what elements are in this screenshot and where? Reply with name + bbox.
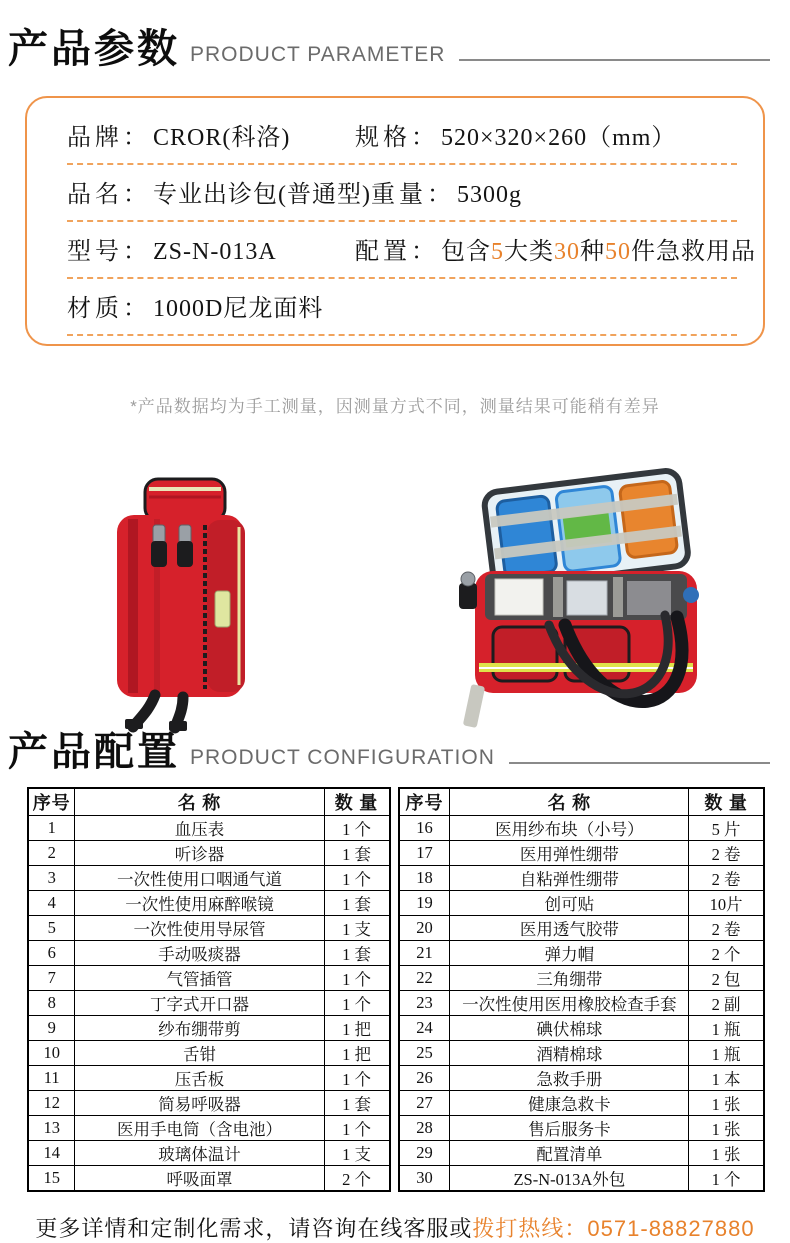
table-row [399,891,764,916]
config-text: 件急救用品 [631,239,756,265]
config-table-right-body [399,816,764,1192]
item-qty: 2 卷 [689,841,764,866]
item-name: 创可贴 [450,891,689,916]
item-name: 自粘弹性绷带 [450,866,689,891]
item-qty: 1 个 [324,991,389,1016]
param-label: 材质： [67,296,151,322]
item-qty: 1 支 [324,916,389,941]
item-no: 13 [28,1116,75,1141]
item-name: 压舌板 [75,1066,324,1091]
measurement-disclaimer: *产品数据均为手工测量，因测量方式不同，测量结果可能稍有差异 [130,397,660,416]
param-configuration [355,231,756,266]
item-name: 呼吸面罩 [75,1166,324,1192]
item-qty: 1 个 [324,816,389,841]
item-qty: 1 瓶 [689,1016,764,1041]
section-header-parameters [0,28,790,70]
param-value: 5300g [456,182,522,208]
table-row [28,916,390,941]
col-header-qty: 数 量 [324,788,389,816]
table-row [28,1141,390,1166]
item-no: 20 [399,916,450,941]
item-no: 21 [399,941,450,966]
item-name: 一次性使用口咽通气道 [75,866,324,891]
item-no: 2 [28,841,75,866]
item-no: 9 [28,1016,75,1041]
footer-text: 更多详情和定制化需求，请咨询在线客服或 [35,1216,473,1241]
col-header-no: 序号 [28,788,75,816]
item-no: 30 [399,1166,450,1192]
item-qty: 1 支 [324,1141,389,1166]
param-label: 重量： [370,182,455,208]
item-name: 舌钳 [75,1041,324,1066]
item-name: 医用纱布块（小号） [450,816,689,841]
item-no: 29 [399,1141,450,1166]
item-qty: 2 个 [324,1166,389,1192]
item-qty: 1 个 [324,1116,389,1141]
item-name: 三角绷带 [450,966,689,991]
param-value: 520×320×260（mm） [441,125,677,151]
item-qty: 2 包 [689,966,764,991]
configuration-tables [27,787,765,1192]
item-name: 丁字式开口器 [75,991,324,1016]
param-row-model-config [67,222,756,279]
param-brand [67,117,355,152]
item-name: 酒精棉球 [450,1041,689,1066]
item-no: 24 [399,1016,450,1041]
item-name: 碘伏棉球 [450,1016,689,1041]
item-name: 血压表 [75,816,324,841]
item-name: 售后服务卡 [450,1116,689,1141]
config-text: 大类 [504,239,554,265]
item-no: 25 [399,1041,450,1066]
item-no: 28 [399,1116,450,1141]
param-value: 1000D尼龙面料 [153,296,324,322]
item-name: 医用透气胶带 [450,916,689,941]
item-no: 3 [28,866,75,891]
parameter-box [25,96,765,346]
item-name: 一次性使用导尿管 [75,916,324,941]
item-no: 23 [399,991,450,1016]
table-row [28,816,390,841]
table-row [28,1041,390,1066]
table-row [28,1166,390,1192]
config-text: 种 [580,239,605,265]
item-qty: 1 个 [324,1066,389,1091]
param-material [67,288,355,323]
item-name: 健康急救卡 [450,1091,689,1116]
param-row-material [67,279,737,336]
param-value: CROR(科洛) [153,125,291,151]
item-qty: 5 片 [689,816,764,841]
table-row [399,991,764,1016]
param-label: 配置： [355,239,439,265]
hotline-number: 拨打热线：0571-88827880 [472,1216,755,1241]
item-name: 医用弹性绷带 [450,841,689,866]
item-no: 26 [399,1066,450,1091]
item-no: 1 [28,816,75,841]
param-row-name-weight [67,165,737,222]
col-header-qty: 数 量 [689,788,764,816]
config-table-left-body [28,816,390,1192]
table-row [399,1141,764,1166]
item-qty: 10片 [689,891,764,916]
contact-footer [0,1212,790,1243]
item-qty: 1 张 [689,1091,764,1116]
header-rule-line [509,762,770,764]
item-name: 医用手电筒（含电池） [75,1116,324,1141]
config-table-left [27,787,391,1192]
table-row [28,1091,390,1116]
product-photo-backpack [75,475,300,731]
item-name: ZS-N-013A外包 [450,1166,689,1192]
col-header-name: 名 称 [450,788,689,816]
table-row [399,941,764,966]
config-text: 包含 [441,239,491,265]
item-no: 22 [399,966,450,991]
item-name: 玻璃体温计 [75,1141,324,1166]
col-header-name: 名 称 [75,788,324,816]
item-no: 7 [28,966,75,991]
table-row [28,1016,390,1041]
param-value [441,231,756,266]
item-qty: 1 套 [324,891,389,916]
table-row [399,1066,764,1091]
param-model [67,231,355,266]
item-no: 5 [28,916,75,941]
table-row [28,966,390,991]
table-row [399,866,764,891]
item-qty: 1 本 [689,1066,764,1091]
section-title-en: PRODUCT CONFIGURATION [190,746,495,769]
item-qty: 1 个 [324,866,389,891]
item-no: 8 [28,991,75,1016]
item-name: 配置清单 [450,1141,689,1166]
section-title-cn: 产品配置 [8,730,180,774]
table-row [399,1091,764,1116]
item-qty: 1 套 [324,941,389,966]
section-title-en: PRODUCT PARAMETER [190,43,446,66]
table-header-row [28,788,390,816]
item-name: 一次性使用麻醉喉镜 [75,891,324,916]
item-name: 听诊器 [75,841,324,866]
item-qty: 1 瓶 [689,1041,764,1066]
table-row [399,1166,764,1192]
item-qty: 2 卷 [689,866,764,891]
table-row [28,1116,390,1141]
table-row [28,866,390,891]
config-number: 30 [554,239,580,265]
item-no: 6 [28,941,75,966]
section-title-cn: 产品参数 [8,27,180,71]
item-qty: 2 个 [689,941,764,966]
product-detail-page [0,27,790,1241]
param-value: 专业出诊包(普通型) [153,182,371,208]
table-header-row [399,788,764,816]
item-name: 简易呼吸器 [75,1091,324,1116]
product-photo-open-bag [437,475,735,731]
table-row [399,841,764,866]
item-no: 19 [399,891,450,916]
item-no: 11 [28,1066,75,1091]
item-qty: 1 张 [689,1116,764,1141]
item-qty: 1 把 [324,1016,389,1041]
table-row [28,891,390,916]
item-no: 10 [28,1041,75,1066]
item-no: 14 [28,1141,75,1166]
param-value: ZS-N-013A [153,239,277,265]
item-qty: 2 卷 [689,916,764,941]
item-name: 气管插管 [75,966,324,991]
header-rule-line [459,59,770,61]
param-row-brand-spec [67,108,737,165]
table-row [28,841,390,866]
param-product-name [67,174,371,209]
config-number: 50 [605,239,631,265]
table-row [28,941,390,966]
item-qty: 1 张 [689,1141,764,1166]
config-number: 5 [491,239,504,265]
section-header-configuration [0,731,790,773]
item-name: 弹力帽 [450,941,689,966]
item-qty: 1 套 [324,1091,389,1116]
item-qty: 1 套 [324,841,389,866]
item-name: 手动吸痰器 [75,941,324,966]
param-label: 品名： [67,182,151,208]
item-no: 17 [399,841,450,866]
item-no: 15 [28,1166,75,1192]
item-no: 12 [28,1091,75,1116]
param-label: 品牌： [67,125,151,151]
item-name: 一次性使用医用橡胶检查手套 [450,991,689,1016]
table-row [399,966,764,991]
param-spec [355,117,676,152]
item-no: 27 [399,1091,450,1116]
param-label: 型号： [67,239,151,265]
item-no: 16 [399,816,450,841]
item-qty: 1 把 [324,1041,389,1066]
param-label: 规格： [355,125,439,151]
item-qty: 1 个 [689,1166,764,1192]
item-qty: 2 副 [689,991,764,1016]
col-header-no: 序号 [399,788,450,816]
table-row [399,1041,764,1066]
table-row [399,1116,764,1141]
table-row [399,1016,764,1041]
product-photos [75,475,735,731]
table-row [28,1066,390,1091]
table-row [28,991,390,1016]
table-row [399,816,764,841]
item-name: 纱布绷带剪 [75,1016,324,1041]
item-no: 18 [399,866,450,891]
table-row [399,916,764,941]
item-name: 急救手册 [450,1066,689,1091]
config-table-right [398,787,765,1192]
item-no: 4 [28,891,75,916]
item-qty: 1 个 [324,966,389,991]
param-weight [371,174,522,209]
